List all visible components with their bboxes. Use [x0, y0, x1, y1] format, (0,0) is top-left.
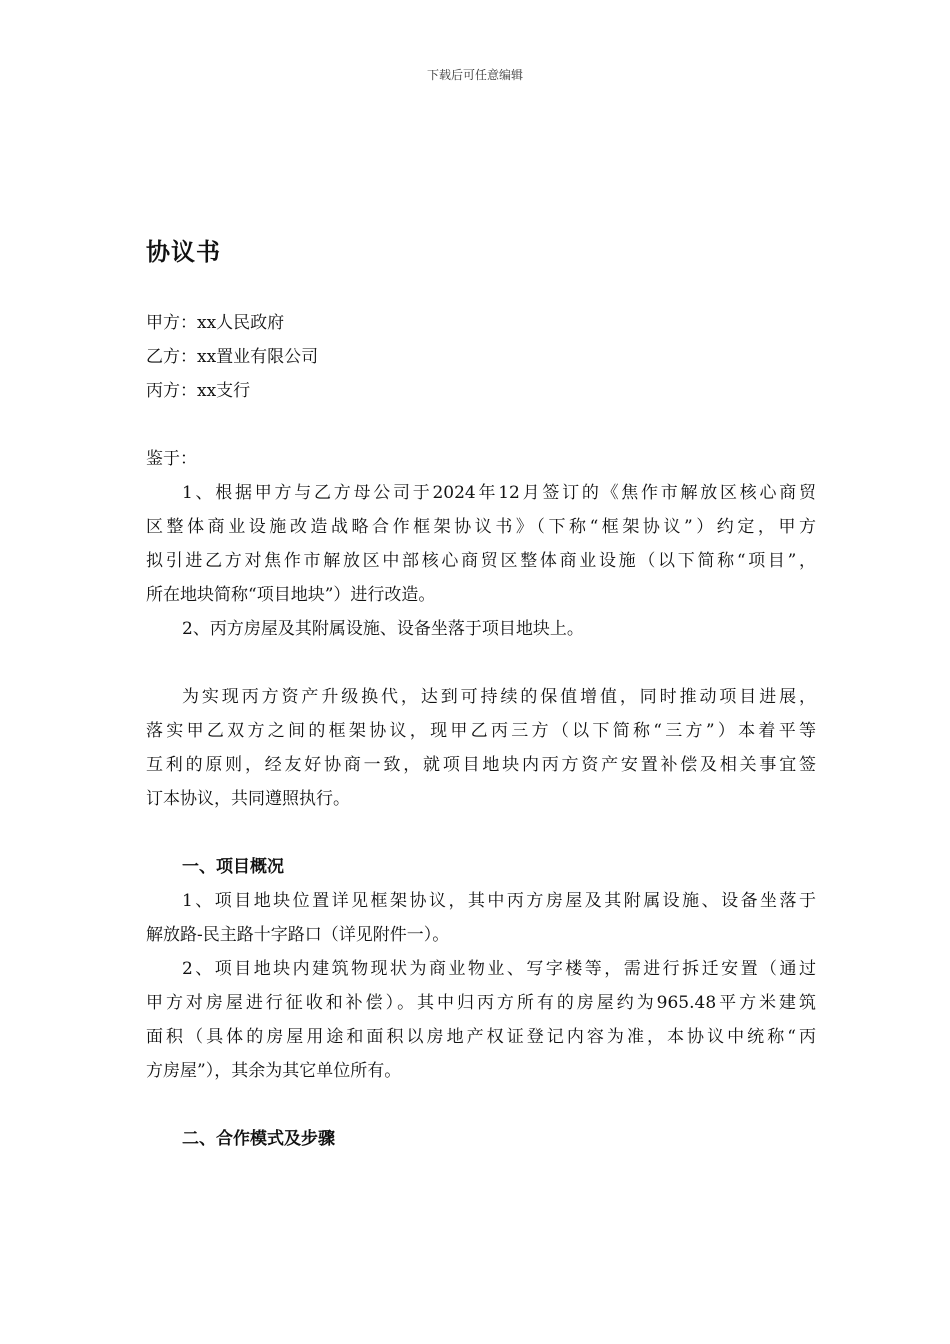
document-title: 协议书	[146, 237, 221, 266]
section1-heading: 一、项目概况	[182, 857, 284, 877]
section1-item2-line: 甲方对房屋进行征收和补偿）。其中归丙方所有的房屋约为965.48平方米建筑	[146, 993, 816, 1013]
header-note: 下载后可任意编辑	[426, 68, 523, 82]
party-a: 甲方：xx人民政府	[146, 313, 285, 333]
section1-item1-line: 1、项目地块位置详见框架协议，其中丙方房屋及其附属设施、设备坐落于	[182, 891, 816, 911]
purpose-line: 落实甲乙双方之间的框架协议，现甲乙丙三方（以下简称“三方”）本着平等	[146, 721, 816, 741]
spacer	[146, 816, 816, 850]
party-c: 丙方：xx支行	[146, 381, 251, 401]
whereas-item1-line: 区整体商业设施改造战略合作框架协议书》（下称“框架协议”）约定，甲方	[146, 517, 816, 537]
whereas-label: 鉴于：	[146, 449, 197, 469]
whereas-item1-line: 拟引进乙方对焦作市解放区中部核心商贸区整体商业设施（以下简称“项目”，	[146, 551, 816, 571]
document-body	[146, 306, 816, 1156]
party-b: 乙方：xx置业有限公司	[146, 347, 319, 367]
purpose-line: 为实现丙方资产升级换代，达到可持续的保值增值，同时推动项目进展，	[182, 687, 816, 707]
purpose-line: 互利的原则，经友好协商一致，就项目地块内丙方资产安置补偿及相关事宜签	[146, 755, 816, 775]
section1-item1-line: 解放路-民主路十字路口（详见附件一）。	[146, 925, 450, 945]
section2-heading: 二、合作模式及步骤	[182, 1129, 335, 1149]
section1-item2-line: 面积（具体的房屋用途和面积以房地产权证登记内容为准，本协议中统称“丙	[146, 1027, 816, 1047]
whereas-item1-line: 所在地块简称“项目地块”）进行改造。	[146, 585, 436, 605]
purpose-line: 订本协议，共同遵照执行。	[146, 789, 350, 809]
section1-item2-line: 2、项目地块内建筑物现状为商业物业、写字楼等，需进行拆迁安置（通过	[182, 959, 816, 979]
whereas-item2: 2、丙方房屋及其附属设施、设备坐落于项目地块上。	[182, 619, 584, 639]
spacer	[146, 1088, 816, 1122]
spacer	[146, 646, 816, 680]
section1-item2-line: 方房屋”），其余为其它单位所有。	[146, 1061, 402, 1081]
spacer	[146, 408, 816, 442]
whereas-item1-line: 1、根据甲方与乙方母公司于2024年12月签订的《焦作市解放区核心商贸	[182, 483, 816, 503]
